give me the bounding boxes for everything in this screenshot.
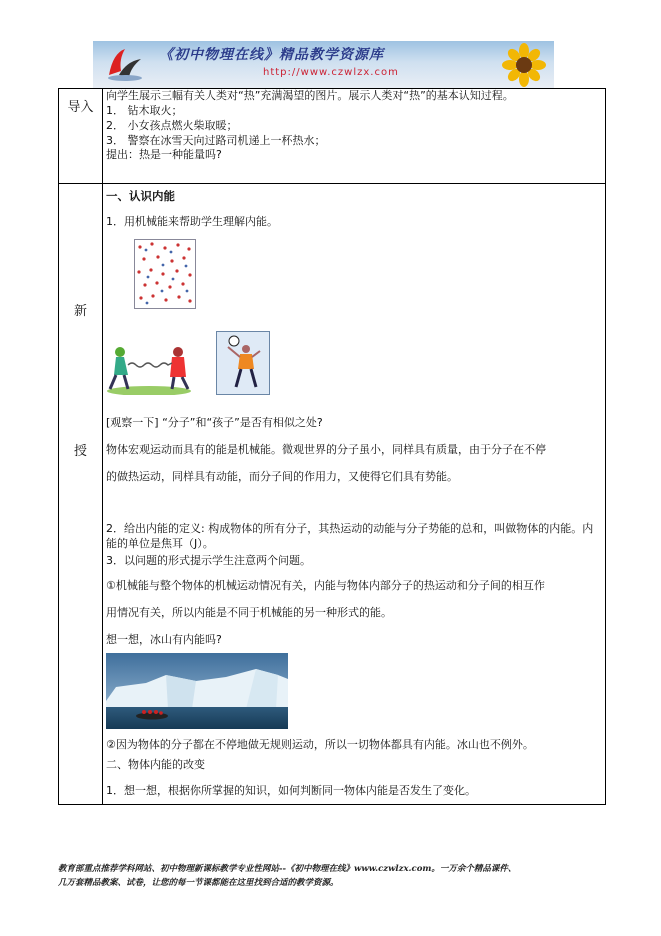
footer-line: 几万套精品教案、试卷，让您的每一节课都能在这里找到合适的教学资源。 (58, 878, 339, 888)
item-text: 3．以问题的形式提示学生注意两个问题。 (106, 554, 311, 568)
intro-content (103, 89, 606, 184)
row-intro (59, 89, 606, 184)
banner-title: 《初中物理在线》精品教学资源库 (159, 47, 384, 63)
note-line: 用情况有关，所以内能是不同于机械能的另一种形式的能。 (106, 605, 392, 619)
paragraph-line: 的做热运动，同样具有动能，而分子间的作用力，又使得它们具有势能。 (106, 470, 458, 484)
paragraph-line: 物体宏观运动而具有的能是机械能。微观世界的分子虽小，同样具有质量，由于分子在不停 (106, 443, 546, 457)
row-label-intro (59, 89, 103, 184)
tug-of-war-image (106, 343, 192, 395)
row-label-new (59, 184, 103, 805)
row-new-lesson (59, 184, 606, 805)
note-line: ①机械能与整个物体的机械运动情况有关，内能与物体内部分子的热运动和分子间的相互作 (106, 578, 545, 592)
molecules-image (134, 239, 196, 309)
observe-prompt: [观察一下] “分子”和“孩子”是否有相似之处? (106, 416, 323, 430)
intro-line: 1． 钻木取火； (106, 103, 183, 117)
intro-line: 提出：热是一种能量吗? (106, 148, 222, 162)
intro-line: 向学生展示三幅有关人类对“热”充满渴望的图片。展示人类对“热”的基本认知过程。 (106, 89, 514, 102)
think-prompt: 想一想，冰山有内能吗? (106, 632, 222, 646)
intro-line: 2． 小女孩点燃火柴取暖； (106, 118, 238, 132)
item-text: 1．用机械能来帮助学生理解内能。 (106, 214, 278, 228)
new-lesson-content (103, 184, 606, 805)
image-row (106, 331, 602, 401)
item-text: 1．想一想，根据你所掌握的知识，如何判断同一物体内能是否发生了变化。 (106, 783, 476, 797)
note-line: ②因为物体的分子都在不停地做无规则运动，所以一切物体都具有内能。冰山也不例外。 (106, 737, 534, 751)
sunflower-icon (502, 43, 546, 87)
soccer-player-image (216, 331, 270, 395)
intro-line: 3． 警察在冰雪天向过路司机递上一杯热水； (106, 133, 326, 147)
teach-label: 授 (73, 444, 87, 459)
new-label: 新 (73, 304, 87, 319)
lesson-table (58, 88, 606, 805)
iceberg-image (106, 653, 288, 729)
section-heading: 二、物体内能的改变 (106, 757, 205, 771)
section-heading: 一、认识内能 (106, 189, 175, 203)
header-banner (93, 41, 554, 88)
banner-url[interactable]: http://www.czwlzx.com (263, 67, 399, 78)
page-footer (58, 862, 618, 890)
intro-label: 导入 (67, 100, 94, 115)
footer-line: 教育部重点推荐学科网站、初中物理新课标教学专业性网站--《初中物理在线》www.czwlzx.com。一万余个精品课件、 (58, 864, 517, 874)
definition-text: 2．给出内能的定义: 构成物体的所有分子，其热运动的动能与分子势能的总和，叫做物体的内能。内能的单位是焦耳（J）。 (106, 522, 594, 551)
site-logo (105, 45, 145, 83)
